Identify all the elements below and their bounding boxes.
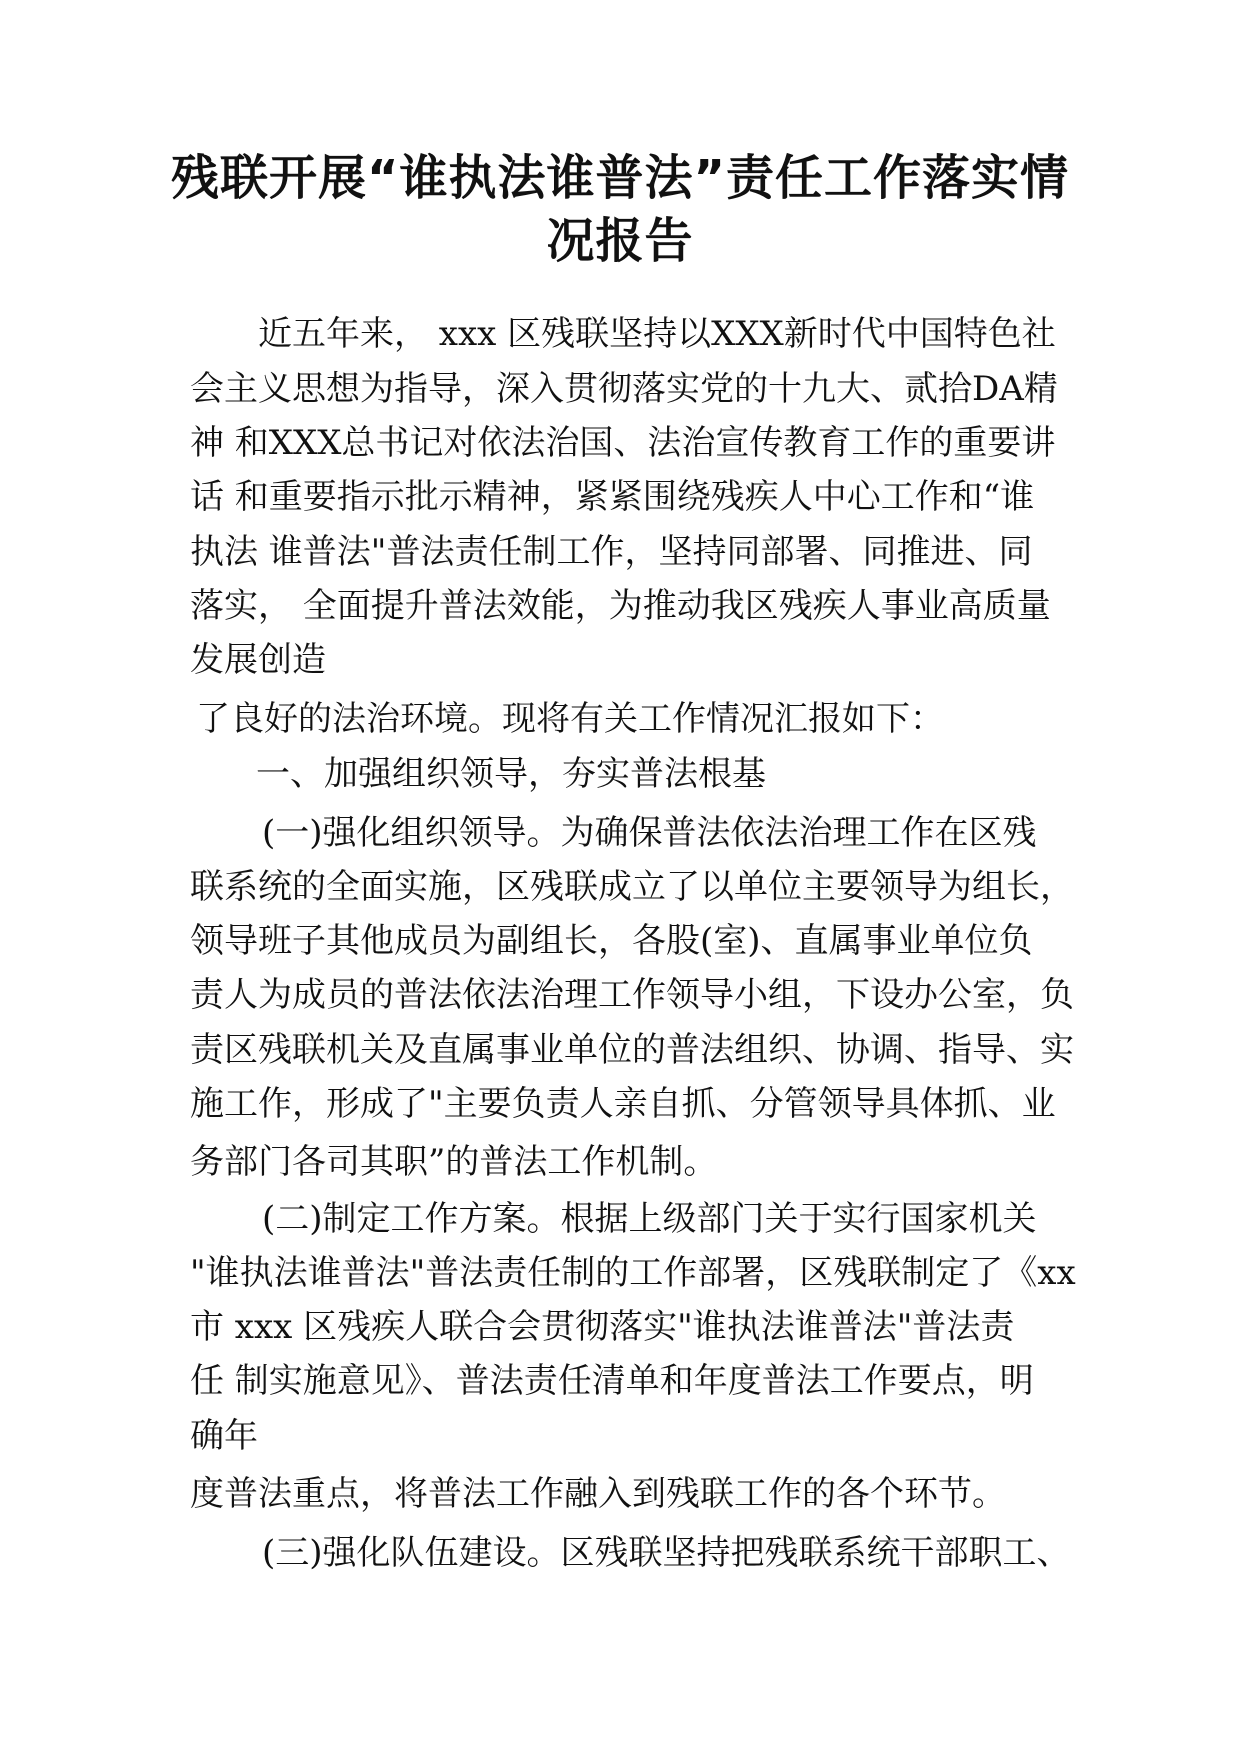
- body-line: 任 制实施意见》、普法责任清单和年度普法工作要点，明: [190, 1361, 1034, 1401]
- body-line: 会主义思想为指导，深入贯彻落实党的十九大、贰拾DA精: [190, 369, 1058, 409]
- body-line: 了良好的法治环境。现将有关工作情况汇报如下：: [196, 699, 944, 739]
- document-title-line-2: 况报告: [546, 213, 694, 269]
- body-line: 近五年来， xxx 区残联坚持以XXX新时代中国特色社: [258, 314, 1056, 354]
- body-line: 发展创造: [190, 640, 326, 680]
- body-line: 责人为成员的普法依法治理工作领导小组，下设办公室，负: [190, 975, 1074, 1015]
- body-line: 市 xxx 区残疾人联合会贯彻落实"谁执法谁普法"普法责: [190, 1307, 1015, 1347]
- body-line: (一)强化组织领导。为确保普法依法治理工作在区残: [262, 813, 1037, 853]
- body-line: 确年: [190, 1416, 258, 1456]
- body-line: 神 和XXX总书记对依法治国、法治宣传教育工作的重要讲: [190, 423, 1056, 463]
- body-line: "谁执法谁普法"普法责任制的工作部署，区残联制定了《xx: [190, 1253, 1076, 1293]
- section-heading: 一、加强组织领导，夯实普法根基: [256, 754, 766, 794]
- body-line: 落实， 全面提升普法效能，为推动我区残疾人事业高质量: [190, 586, 1051, 626]
- body-line: 务部门各司其职”的普法工作机制。: [190, 1142, 718, 1182]
- body-line: 话 和重要指示批示精神，紧紧围绕残疾人中心工作和“谁: [190, 477, 1035, 517]
- body-line: 执法 谁普法"普法责任制工作，坚持同部署、同推进、同: [190, 532, 1033, 572]
- body-line: (二)制定工作方案。根据上级部门关于实行国家机关: [262, 1199, 1037, 1239]
- body-line: 领导班子其他成员为副组长，各股(室)、直属事业单位负: [190, 921, 1033, 961]
- body-line: (三)强化队伍建设。区残联坚持把残联系统干部职工、: [262, 1533, 1071, 1573]
- body-line: 责区残联机关及直属事业单位的普法组织、协调、指导、实: [190, 1030, 1074, 1070]
- document-title-line-1: 残联开展“谁执法谁普法”责任工作落实情: [170, 150, 1070, 206]
- body-line: 联系统的全面实施，区残联成立了以单位主要领导为组长，: [190, 867, 1074, 907]
- body-line: 施工作，形成了"主要负责人亲自抓、分管领导具体抓、业: [190, 1084, 1056, 1124]
- body-line: 度普法重点，将普法工作融入到残联工作的各个环节。: [190, 1474, 1006, 1514]
